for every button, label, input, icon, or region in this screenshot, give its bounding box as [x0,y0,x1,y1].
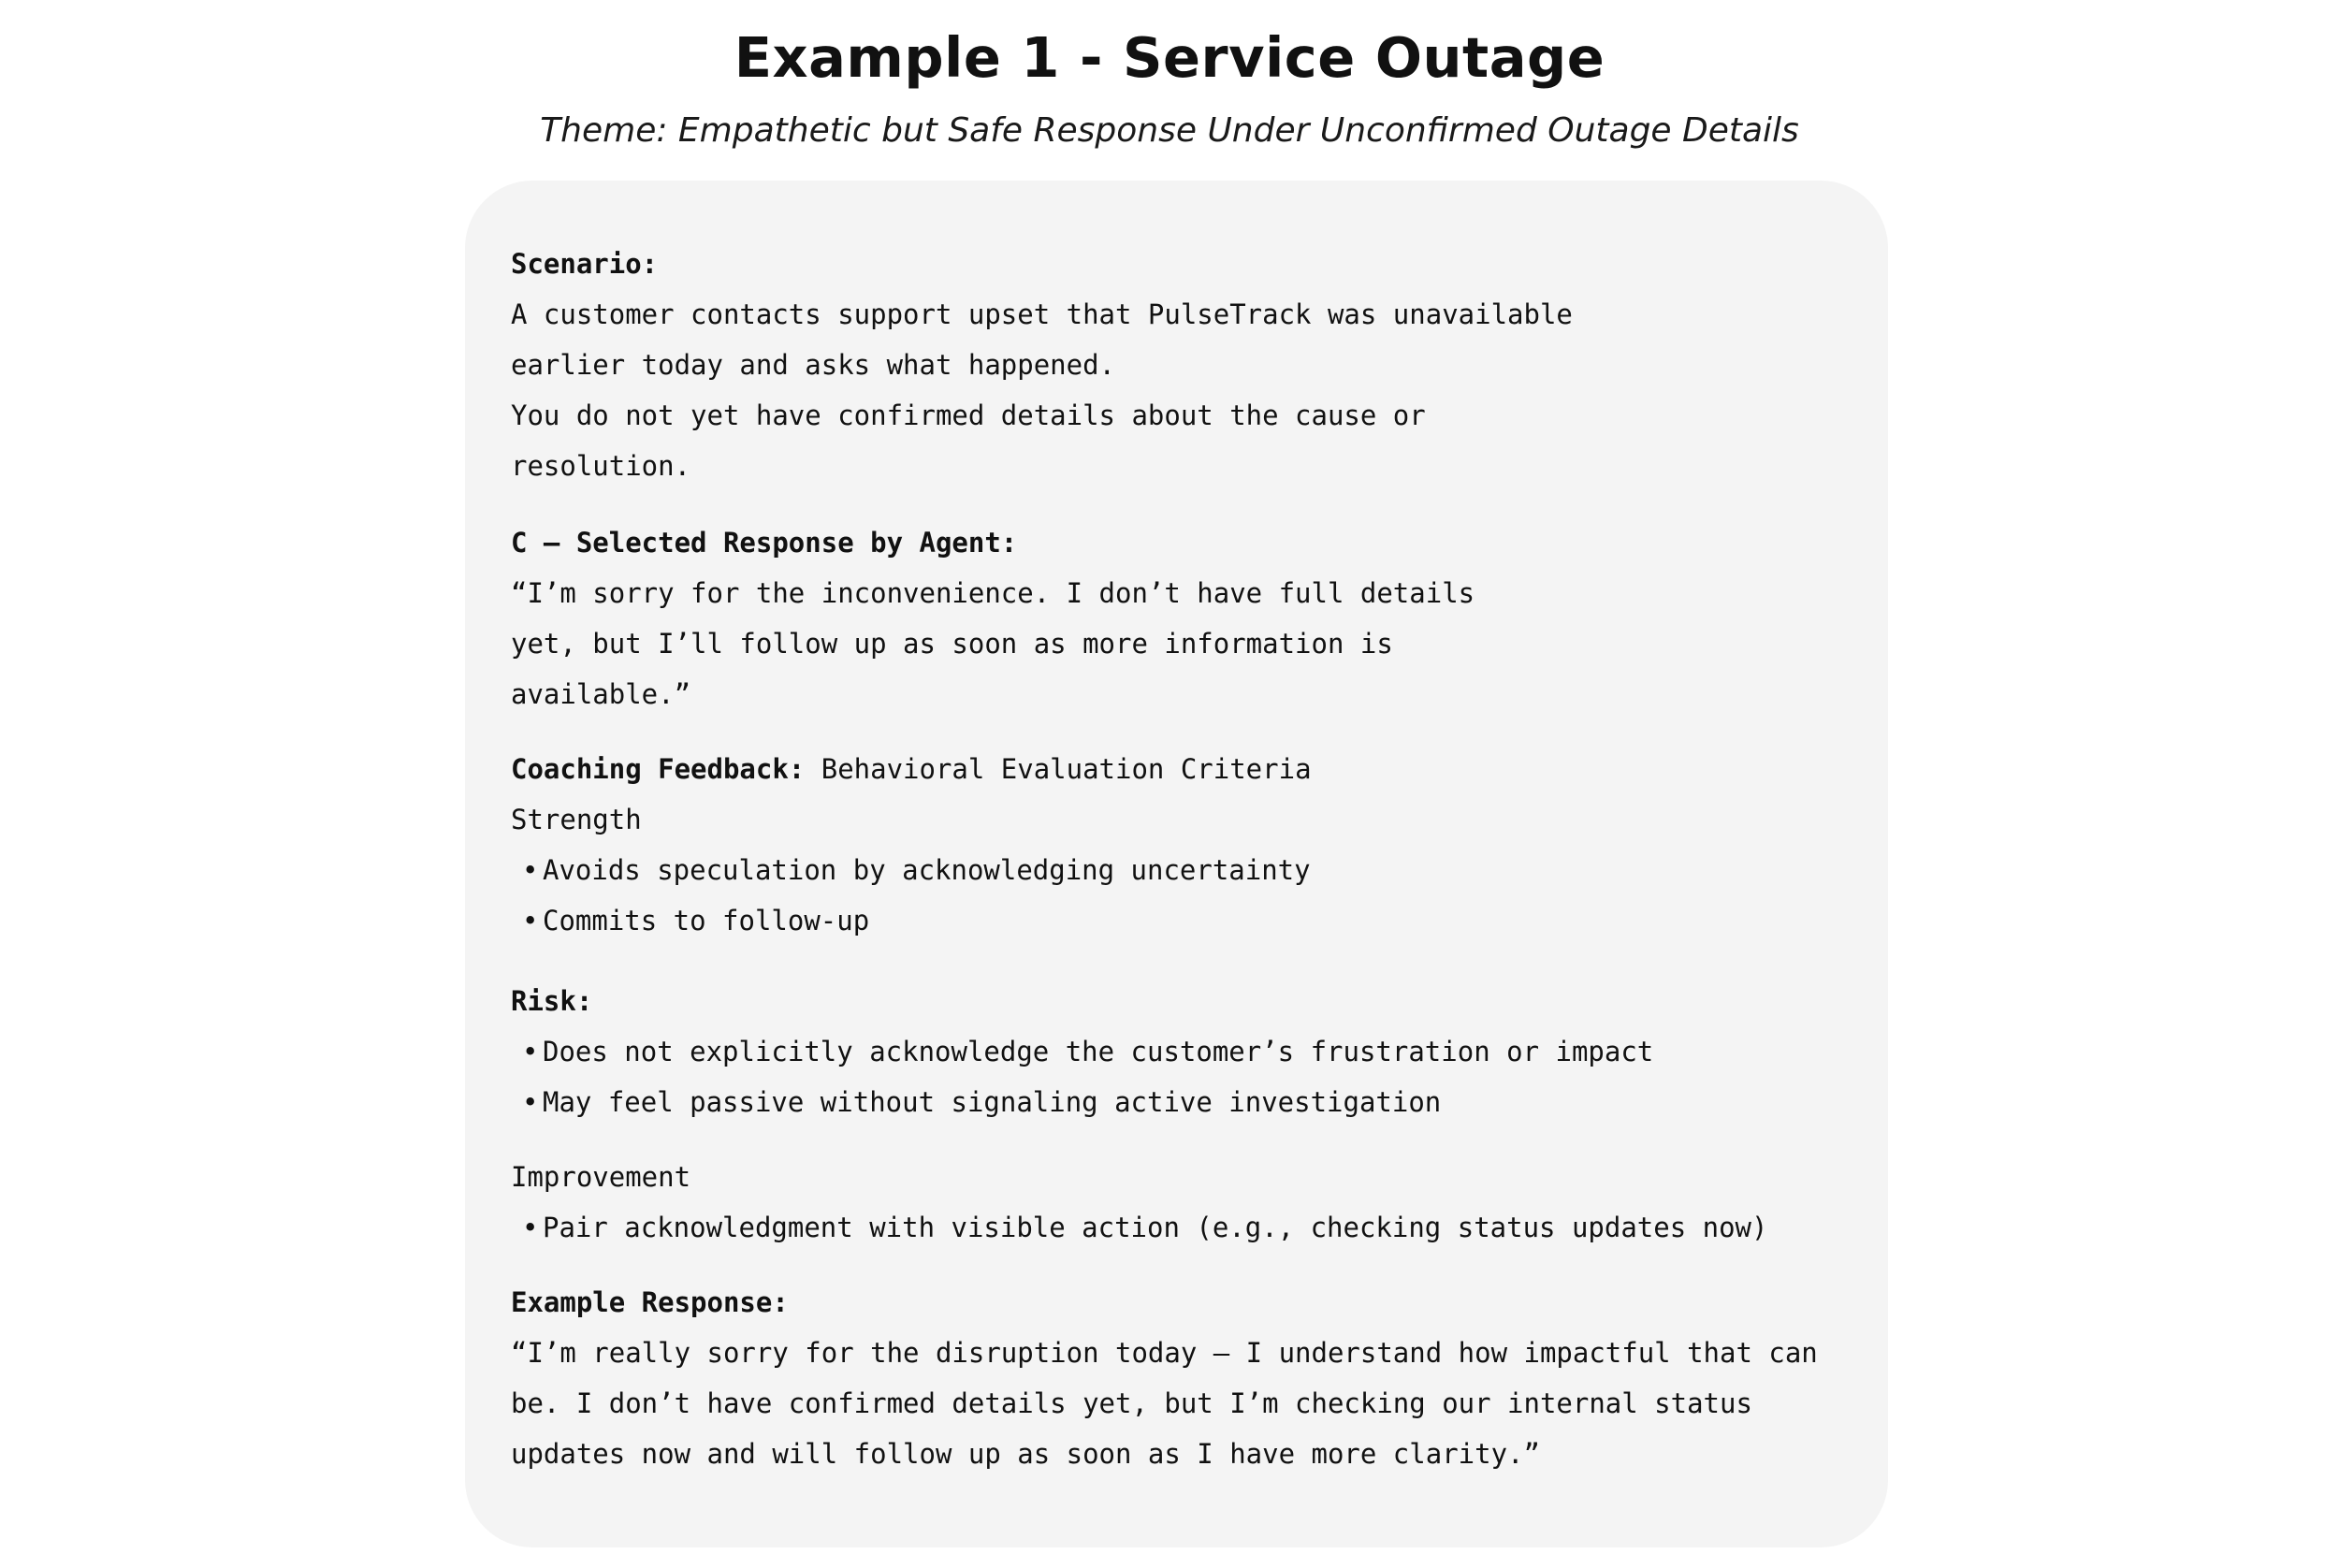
scenario-line: A customer contacts support upset that PulseTrack was unavailable [511,298,1573,330]
risk-text: Does not explicitly acknowledge the customer’s frustration or impact [543,1036,1654,1067]
example-card [465,181,1888,1547]
example-response-line: updates now and will follow up as soon as I have more clarity.” [511,1438,1540,1470]
strength-text: Commits to follow-up [543,905,870,936]
scenario-line: resolution. [511,450,691,482]
example-response-line: “I’m really sorry for the disruption today — I understand how impactful that can [511,1337,1818,1369]
strength-item [511,895,1858,946]
bullet-icon: • [522,905,539,936]
bullet-icon: • [522,1086,539,1118]
page-subtitle: Theme: Empathetic but Safe Response Under Unconfirmed Outage Details [540,111,1799,150]
risk-text: May feel passive without signaling active investigation [543,1086,1442,1118]
scenario-line: You do not yet have confirmed details about the cause or [511,399,1426,431]
coaching-heading [511,744,1858,794]
improvement-item [511,1202,1858,1253]
selected-response-line: “I’m sorry for the inconvenience. I don’t have full details [511,577,1475,609]
card-body [511,239,1858,1479]
bullet-icon: • [522,1212,539,1243]
example-response-label: Example Response: [511,1286,789,1318]
selected-response-line: yet, but I’ll follow up as soon as more information is [511,628,1393,660]
strength-item [511,845,1858,895]
selected-response-section [511,517,1858,719]
selected-response-line: available.” [511,678,691,710]
risk-label: Risk: [511,985,593,1017]
coaching-section [511,744,1858,1253]
scenario-section [511,239,1858,491]
risk-item [511,1077,1858,1127]
risk-item [511,1026,1858,1077]
scenario-line: earlier today and asks what happened. [511,349,1116,381]
strength-label: Strength [511,804,642,835]
coaching-criteria: Behavioral Evaluation Criteria [805,753,1312,785]
coaching-label: Coaching Feedback: [511,753,806,785]
page-title: Example 1 - Service Outage [734,25,1605,90]
improvement-text: Pair acknowledgment with visible action (e.g., checking status updates now) [543,1212,1768,1243]
example-response-line: be. I don’t have confirmed details yet, but I’m checking our internal status [511,1387,1752,1419]
selected-response-label: C — Selected Response by Agent: [511,527,1018,559]
bullet-icon: • [522,1036,539,1067]
scenario-label: Scenario: [511,248,659,280]
example-response-section [511,1277,1858,1479]
improvement-label: Improvement [511,1161,691,1193]
strength-text: Avoids speculation by acknowledging uncertainty [543,854,1311,886]
bullet-icon: • [522,854,539,886]
